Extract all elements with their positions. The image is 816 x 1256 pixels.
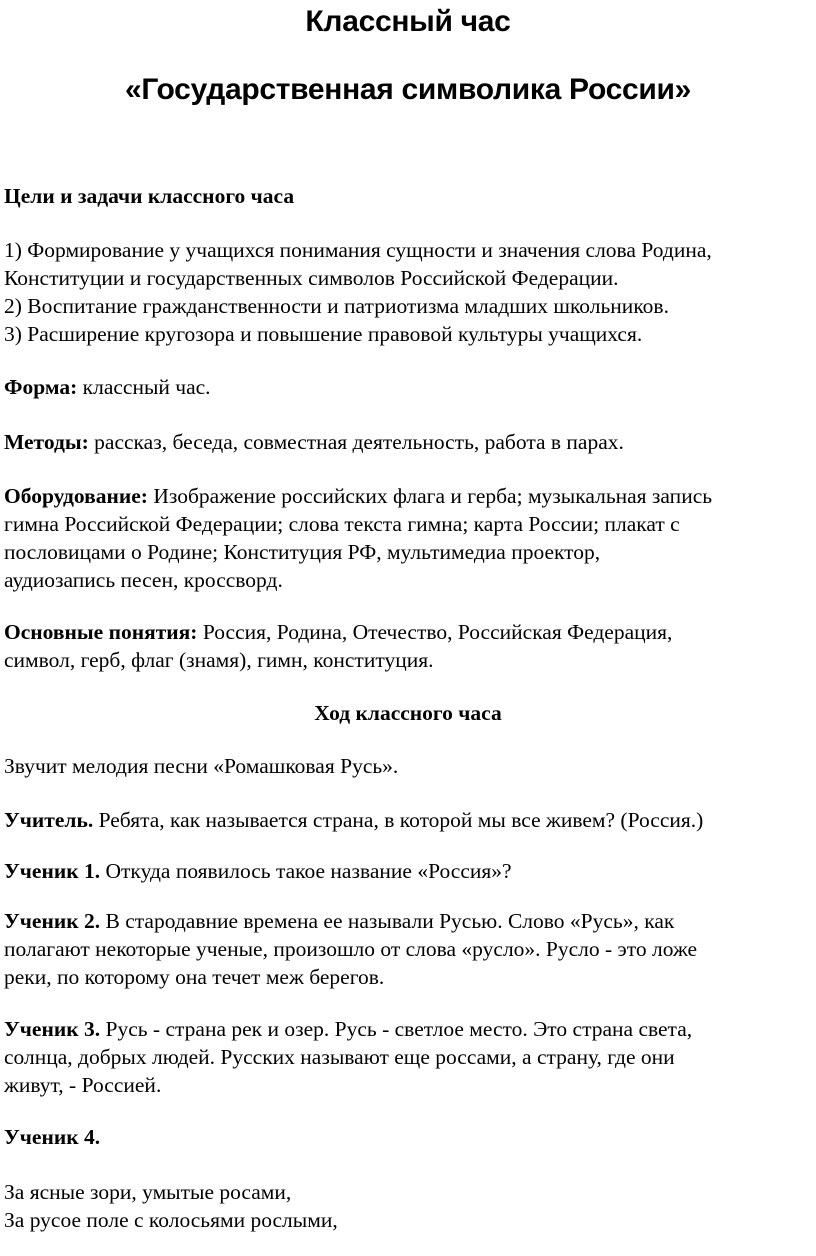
student3-label: Ученик 3.	[4, 1017, 101, 1041]
student2-paragraph: Ученик 2. В стародавние времена ее называли Русью. Слово «Русь», как полагают некоторые ученые, произошло от слова «русло». Русло - это ложе реки, по которому она течет меж берегов.	[4, 909, 698, 989]
methods-text: рассказ, беседа, совместная деятельность, работа в парах.	[88, 430, 624, 454]
course-heading: Ход классного часа	[314, 701, 502, 725]
title-line-2: «Государственная символика России»	[124, 73, 692, 106]
student1-paragraph: Ученик 1. Откуда появилось такое название «Россия»?	[4, 859, 512, 883]
goal-line: 2) Воспитание гражданственности и патриотизма младших школьников.	[4, 294, 669, 318]
student3-paragraph: Ученик 3. Русь - страна рек и озер. Русь - светлое место. Это страна света, солнца, добрых людей. Русских называют еще россами, а страну, где они живут, - Россией.	[4, 1017, 693, 1097]
concepts-paragraph: Основные понятия: Россия, Родина, Отечество, Российская Федерация, символ, герб, флаг (знамя), гимн, конституция.	[4, 620, 673, 672]
poem-line: За русое поле с колосьями рослыми,	[4, 1208, 338, 1232]
goal-line: Конституции и государственных символов Российской Федерации.	[4, 266, 619, 290]
form-text: классный час.	[77, 375, 211, 399]
equipment-label: Оборудование:	[4, 484, 148, 508]
teacher-paragraph: Учитель. Ребята, как называется страна, в которой мы все живем? (Россия.)	[4, 808, 704, 832]
goal-line: 3) Расширение кругозора и повышение правовой культуры учащихся.	[4, 322, 643, 346]
form-paragraph	[4, 373, 812, 401]
student1-label: Ученик 1.	[4, 859, 101, 883]
poem	[4, 1178, 812, 1234]
student4-label: Ученик 4.	[4, 1125, 101, 1149]
goal-line: 1) Формирование у учащихся понимания сущности и значения слова Родина,	[4, 238, 712, 262]
title-line-1: Классный час	[305, 5, 511, 38]
student2-label: Ученик 2.	[4, 909, 101, 933]
concepts-label: Основные понятия:	[4, 620, 198, 644]
methods-label: Методы:	[4, 430, 89, 454]
goals-list	[4, 236, 812, 348]
student4-paragraph	[4, 1123, 812, 1151]
teacher-label: Учитель.	[4, 808, 94, 832]
form-label: Форма:	[4, 375, 78, 399]
goals-heading: Цели и задачи классного часа	[4, 184, 295, 208]
equipment-paragraph: Оборудование: Изображение российских флага и герба; музыкальная запись гимна Российской Федерации; слова текста гимна; карта России; плакат с пословицами о Родине; Конституция РФ, мультимедиа проектор, аудиозапись песен, кроссворд.	[4, 484, 713, 592]
intro-paragraph: Звучит мелодия песни «Ромашковая Русь».	[4, 754, 399, 778]
methods-paragraph	[4, 428, 812, 456]
poem-line: За ясные зори, умытые росами,	[4, 1180, 292, 1204]
